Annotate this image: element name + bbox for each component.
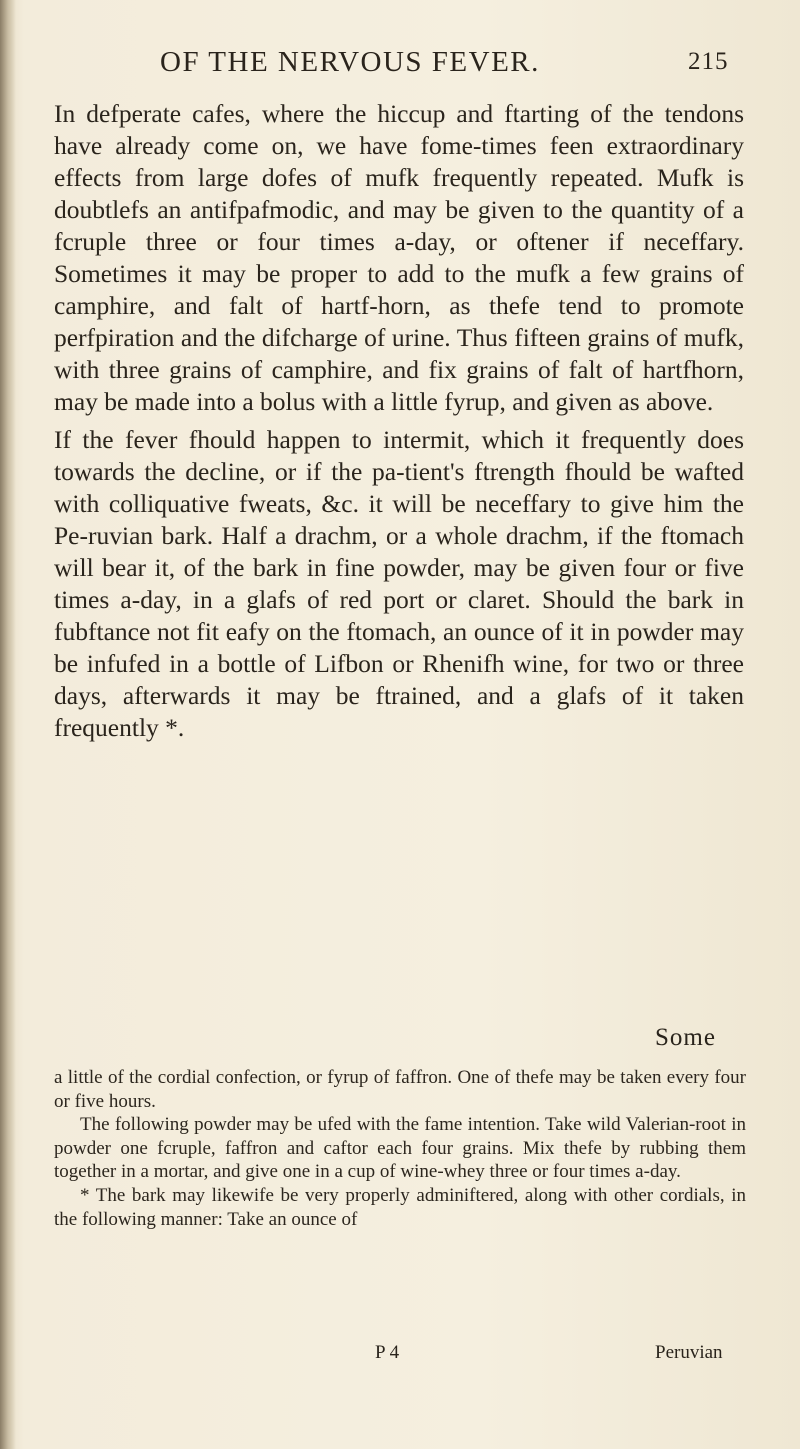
- running-head: [160, 46, 729, 86]
- running-title: OF THE NERVOUS FEVER.: [160, 46, 540, 78]
- catchword: Some: [655, 1024, 716, 1051]
- footnote: The following powder may be ufed with the fame intention. Take wild Valerian-root in powder one fcruple, faffron and caftor each four grains. Mix thefe by rubbing them together in a mortar, and give one in a cup of wine-whey three or four times a-day.: [54, 1114, 746, 1183]
- footnote: * The bark may likewife be very properly adminiftered, along with other cordials, in the following manner: Take an ounce of: [54, 1184, 746, 1230]
- footnote-catchword: Peruvian: [655, 1342, 723, 1363]
- paragraph-hiccup: [54, 98, 744, 418]
- main-text: [54, 98, 744, 744]
- footnote: a little of the cordial confection, or fyrup of faffron. One of thefe may be taken every four or five hours.: [54, 1067, 746, 1112]
- paragraph-bark: [54, 424, 744, 744]
- binding-gutter: [0, 0, 16, 1449]
- paragraph-body: defperate cafes, where the hiccup and ftarting of the tendons have already come on, we have fome-times feen extraordinary effects from large dofes of mufk frequently repeated. Mufk is doubtlefs an antifpafmodic, and may be given to the quantity of a fcruple three or four times a-day, or oftener if neceffary. Sometimes it may be proper to add to the mufk a few grains of camphire, and falt of hartf-horn, as thefe tend to promote perfpiration and the difcharge of urine. Thus fifteen grains of mufk, with three grains of camphire, and fix grains of falt of hartfhorn, may be made into a bolus with a little fyrup, and given as above.: [54, 99, 744, 416]
- page-number: 215: [688, 48, 729, 75]
- signature-mark: P 4: [375, 1342, 400, 1363]
- paragraph-lead: If: [54, 425, 71, 454]
- paragraph-body: the fever fhould happen to intermit, which it frequently does towards the decline, or if the pa-tient's ftrength fhould be wafted with colliquative fweats, &c. it will be neceffary to give him the Pe-ruvian bark. Half a drachm, or a whole drachm, if the ftomach will bear it, of the bark in fine powder, may be given four or five times a-day, in a glafs of red port or claret. Should the bark in fubftance not fit eafy on the ftomach, an ounce of it in powder may be infufed in a bottle of Lifbon or Rhenifh wine, for two or three days, afterwards it may be ftrained, and a glafs of it taken frequently *.: [54, 425, 744, 742]
- signature-line: [0, 1342, 800, 1368]
- paragraph-lead: In: [54, 99, 76, 128]
- footnotes: [54, 1066, 746, 1231]
